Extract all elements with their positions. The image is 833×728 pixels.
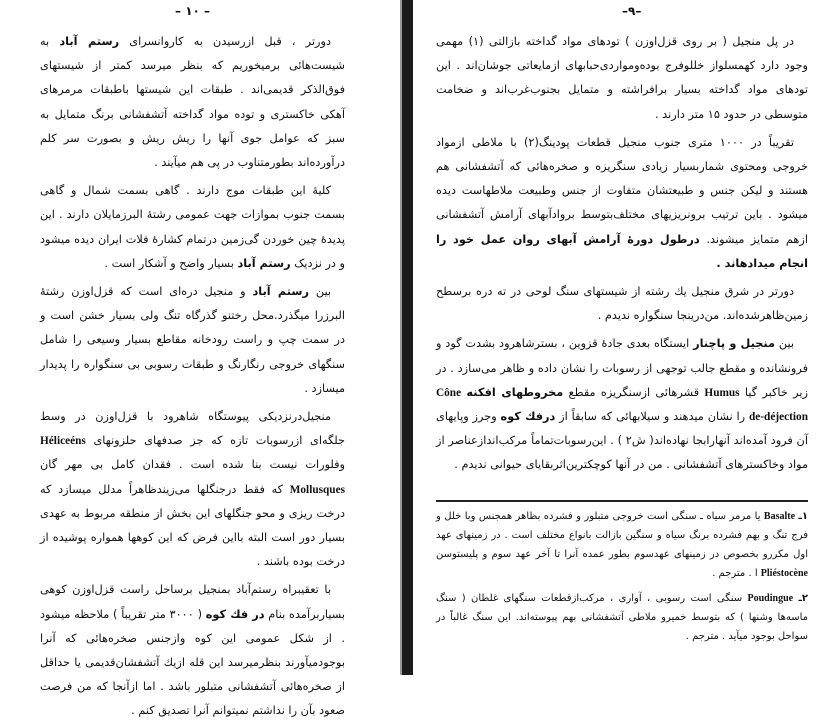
- latin-term: Pliéstocène: [760, 568, 808, 579]
- right-paragraph-1: در پل منجیل ( بر روی قزل‌اوزن ) تودهای مواد گداخته بازالتی (۱) مهمی وجود دارد کهمسلواز خللوفرج بوده‌ومواردی‌حبابهای ازمایعاتی جوشان‌اند . این تودهای مواد گداخته بسیار برافراشته و متمایل بجنوب‌غرب‌اند و ضخامت متوسطی در حدود ۱۵ متر دارند .: [436, 35, 808, 121]
- footnotes: [436, 507, 808, 652]
- left-paragraph-1: دورتر ، قبل ازرسیدن به کاروانسرای رستم آباد به شیست‌هائی برمیخوریم که بنظر میرسد کمتر از شیستهای فوق‌الذکر قدیمی‌اند . طبقات این شیستها باطبقات مرمرهای آهکی خاکستری و توده مواد گداخته آتشفشانی برنگ متمایل به سبز که عوامل جوی آنها را ریش ریش و بصورت سر کلم درآورده‌اند بطورمتناوب در پی هم میآیند .: [40, 35, 345, 170]
- left-paragraph-3: بین رستم آباد و منجیل دره‌ای است که قزل‌اوزن رشتهٔ البرزرا میگذرد.محل رختنو گذرگاه تنگ ولی بسیار خشن است و در سمت چپ و راست رودخانه مقاطع بسیار وسیعی را شامل سنگهای خروجی رنگارنگ و طبقات رسوبی بی سنگواره را پدیدار میسازد .: [40, 285, 345, 395]
- left-paragraph-2: کلیهٔ این طبقات موج دارند . گاهی بسمت شمال و گاهی بسمت جنوب بموازات جهت عمومی رشتهٔ البرزمایلان دارند . این پدیدهٔ چین خوردن گی‌زمین درتمام کشارهٔ فلات ایران دیده میشود و در نزدیک رستم آباد بسیار واضح و آشکار است .: [40, 184, 345, 270]
- right-paragraph-4: بین منجیل و پاچنار ایستگاه بعدی جادهٔ قزوین ، بسترشاهرود بشدت گود و فرونشانده و مقطع جالب توجهی از رسوبات را نشان داده و ظاهر می‌سازد . در زیر خاکبر گیا Humus قشرهائی ازسنگریزه مقطع مخروطهای افکنه Cône de-déjection را نشان میدهند و سیلابهائی که سابقاً از درفك كوه وجرز وپایهای آن فرود آمده‌اند آنهارابجا نهاده‌اند( ش۲ ) . این‌رسوبات‌تماماً مرکب‌اندازعناصر از مواد وخاکسترهای آتشفشانی . من در آنها کوچکترین‌اثربقایای حیوانی ندیدم .: [436, 337, 808, 472]
- latin-term: Humus: [704, 386, 740, 399]
- right-page: [414, 0, 833, 675]
- latin-term: Poudingue: [747, 593, 794, 604]
- latin-term: Basalte: [763, 511, 796, 522]
- right-paragraph-3: دورتر در شرق منجیل یك رشته از شیستهای سنگ لوحی در ته دره برسطح زمین‌ظاهرشده‌اند. من‌درینجا سنگواره ندیدم .: [436, 285, 808, 323]
- latin-term: Cône de-déjection: [436, 386, 808, 424]
- latin-term: Mollusques: [289, 483, 345, 496]
- footnote-2: ۲ـ Poudingue سنگی است رسوبی ، آواری ، مرکب‌ازقطعات سنگهای غلطان ( سنگ ماسه‌ها وشنها ) که بتوسط خمیرو ملاطی آتشفشانی بهم پیوسته‌اند. این سنگ غالباً در سواحل بوجود میآید . مترجم .: [436, 593, 808, 642]
- left-page-number: – ۱۰ –: [175, 4, 211, 18]
- left-page: [0, 0, 400, 718]
- right-page-number: –۹–: [622, 4, 642, 18]
- book-gutter: [402, 0, 413, 675]
- right-page-body: [436, 30, 808, 482]
- left-page-body: [40, 30, 345, 728]
- left-paragraph-5: با تعقیبراه رستم‌آباد بمنجیل برساحل راست قزل‌اوزن کوهی بسیاربرآمده بنام در فك كوه ( ۳۰۰۰ متر تقریباً ) ملاحظه میشود . از شکل عمومی این کوه وازجنس صخره‌هائی که آنرا بوجودمیآورند بنظرمیرسد این قله ازیك آتشفشان‌قدیمی یا حداقل از صخره‌هائی آتشفشانی متبلور باشد . اما ازآنجا که من فرصت صعود بآن را نداشتم نمیتوانم آنرا تصدیق کنم .: [40, 583, 345, 718]
- latin-term: Héliceéns: [40, 435, 86, 448]
- right-paragraph-2: تقریباً در ۱۰۰۰ متری جنوب منجیل قطعات پودینگ(۲) با ملاطی ازمواد خروجی ومحتوی شماربسیار زیادی سنگریزه و صخره‌هائی که آتشفشانی هم هستند و لیکن جنس و طبیعتشان متفاوت از جنس وطبیعت ملاطهاست دیده میشود . باین ترتیب برونریزیهای مختلف‌بتوسط بروادآبهای آرامش آتشفشانی ازهم متمایز میشوند. درطول دورهٔ آرامش آبهای روان عمل خود را انجام میدادهاند .: [436, 135, 808, 270]
- footnote-divider: [436, 500, 808, 502]
- left-paragraph-4: منجیل‌درنزدیکی پیوستگاه شاهرود با قزل‌اوزن در وسط جلگه‌ای ازرسوبات تازه که جز صدفهای حلزونهای Héliceéns وفلورات نیست بنا شده است . فقدان کامل بی مهر گان Mollusques که فقط درجنگلها می‌زیندظاهراً مدلل میسازد که درخت ریزی و محو جنگلهای این بخش از منطقه مربوط به عهدی بسیار دور است البته بااین فرض که این کوهها همواره پوشیده از درخت بوده باشند .: [40, 410, 345, 569]
- footnote-1: ۱ـ Basalte یا مرمر سیاه ـ سنگی است خروجی متبلور و فشرده بظاهر همجنس وبا خلل و فرج تنگ و بهم فشرده برنگ سیاه و سنگین بازالت بانواع مختلف است . در زمینهای عهد اول مکررو بخصوص در زمینهای عهدسوم بطور عمده آنرا تا آخر عهد سوم و پلیستوسن Pliéstocène ا . مترجم .: [436, 511, 808, 579]
